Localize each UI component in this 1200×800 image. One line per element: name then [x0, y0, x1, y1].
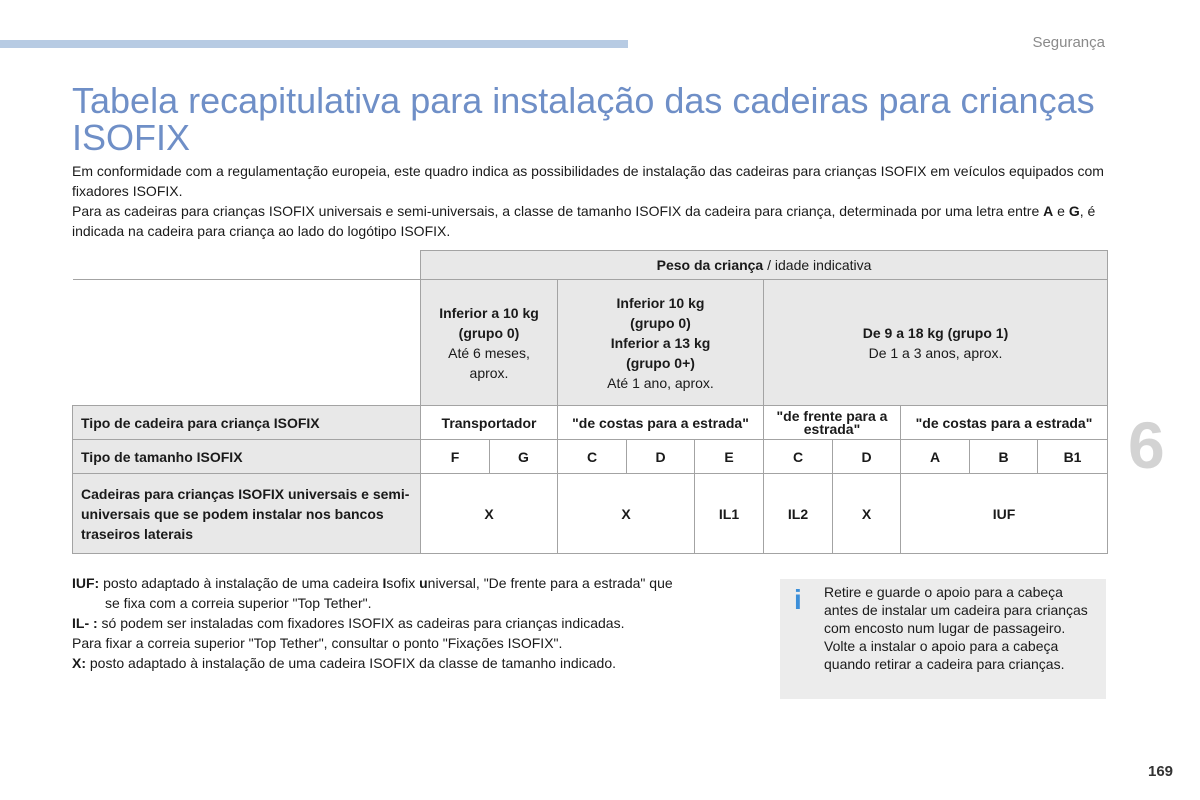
note-text: sofix: [386, 575, 420, 591]
weight-header-rest: / idade indicativa: [763, 257, 872, 273]
seat-type-cell: "de frente para a estrada": [764, 406, 901, 440]
weight-header: [421, 251, 1108, 280]
note-text: posto adaptado à instalação de uma cadeira: [99, 575, 383, 591]
size-class-cell: D: [833, 440, 901, 474]
intro-paragraph-2: [72, 201, 1112, 241]
seat-position-cell: IUF: [901, 474, 1108, 554]
size-class-cell: E: [695, 440, 764, 474]
header-accent-bar: [0, 40, 628, 48]
size-class-cell: F: [421, 440, 490, 474]
note-iuf-continued: se fixa com a correia superior "Top Tether".: [105, 595, 372, 611]
note-iuf: [72, 573, 752, 593]
size-class-cell: D: [627, 440, 695, 474]
section-label: Segurança: [1032, 34, 1105, 51]
size-class-cell: C: [558, 440, 627, 474]
group-line: (grupo 0): [458, 324, 520, 341]
seat-position-cell: IL1: [695, 474, 764, 554]
seat-position-cell: IL2: [764, 474, 833, 554]
group-age: Até 6 meses,: [448, 344, 530, 361]
info-text: Retire e guarde o apoio para a cabeça antes de instalar um cadeira para crianças com encosto num lugar de passageiro. Volte a instalar o apoio para a cabeça quando retirar a cadeira para crianças.: [824, 584, 1088, 672]
group-line: Inferior 10 kg: [616, 294, 705, 311]
group-line: Inferior a 13 kg: [610, 334, 711, 351]
page-title: Tabela recapitulativa para instalação das cadeiras para crianças ISOFIX: [72, 80, 1095, 158]
size-class-cell: B1: [1038, 440, 1108, 474]
note-text: só podem ser instaladas com fixadores ISOFIX as cadeiras para crianças indicadas.: [97, 615, 625, 631]
group-cell-2: [764, 280, 1108, 406]
group-cell-0: [421, 280, 558, 406]
size-class-cell: G: [490, 440, 558, 474]
row-label-seat-type: Tipo de cadeira para criança ISOFIX: [73, 406, 421, 440]
group-line: (grupo 0+): [626, 354, 695, 371]
info-icon: i: [794, 584, 802, 615]
group-line: Inferior a 10 kg: [439, 304, 539, 321]
intro-text-part: e: [1053, 203, 1069, 219]
table-corner: [73, 280, 421, 406]
note-key: IL- :: [72, 615, 98, 631]
weight-header-bold: Peso da criança: [656, 257, 764, 273]
note-top-tether: Para fixar a correia superior "Top Tether", consultar o ponto "Fixações ISOFIX".: [72, 635, 563, 651]
letter-g: G: [1068, 203, 1080, 219]
intro-text: [72, 161, 1112, 241]
note-key: IUF:: [72, 575, 100, 591]
note-text: niversal, "De frente para a estrada" que: [427, 575, 673, 591]
table-corner: [73, 251, 421, 280]
info-box: [780, 579, 1106, 699]
legend-notes: [72, 573, 752, 673]
size-class-cell: C: [764, 440, 833, 474]
size-class-cell: A: [901, 440, 970, 474]
note-emphasis: u: [419, 575, 428, 591]
size-class-cell: B: [970, 440, 1038, 474]
row-label-seat-positions: Cadeiras para crianças ISOFIX universais e semi-universais que se podem instalar nos bancos traseiros laterais: [73, 474, 421, 554]
seat-position-cell: X: [421, 474, 558, 554]
chapter-number: 6: [1128, 408, 1165, 482]
seat-type-cell: Transportador: [421, 406, 558, 440]
note-emphasis: I: [382, 575, 387, 591]
seat-position-cell: X: [833, 474, 901, 554]
isofix-table: [72, 250, 1108, 554]
group-age: Até 1 ano, aprox.: [607, 374, 714, 391]
letter-a: A: [1043, 203, 1054, 219]
group-cell-1: [558, 280, 764, 406]
seat-position-cell: X: [558, 474, 695, 554]
intro-text-part: Para as cadeiras para crianças ISOFIX universais e semi-universais, a classe de tamanho ISOFIX da cadeira para criança, determinada por uma letra entre: [72, 203, 1044, 219]
seat-type-cell: "de costas para a estrada": [558, 406, 764, 440]
note-il: [72, 613, 752, 633]
group-line: De 9 a 18 kg (grupo 1): [862, 324, 1009, 341]
seat-type-cell: "de costas para a estrada": [901, 406, 1108, 440]
group-age: De 1 a 3 anos, aprox.: [868, 344, 1003, 361]
note-x: [72, 653, 752, 673]
row-label-size-class: Tipo de tamanho ISOFIX: [73, 440, 421, 474]
page-number: 169: [1148, 763, 1174, 780]
note-key: X:: [72, 655, 86, 671]
intro-text-part: , é indicada na cadeira para criança ao lado do logótipo ISOFIX.: [72, 203, 1096, 239]
note-text: posto adaptado à instalação de uma cadeira ISOFIX da classe de tamanho indicado.: [86, 655, 617, 671]
group-age: aprox.: [469, 364, 509, 381]
group-line: (grupo 0): [630, 314, 691, 331]
intro-paragraph-1: Em conformidade com a regulamentação europeia, este quadro indica as possibilidades de instalação das cadeiras para crianças ISOFIX em veículos equipados com fixadores ISOFIX.: [72, 163, 1104, 199]
